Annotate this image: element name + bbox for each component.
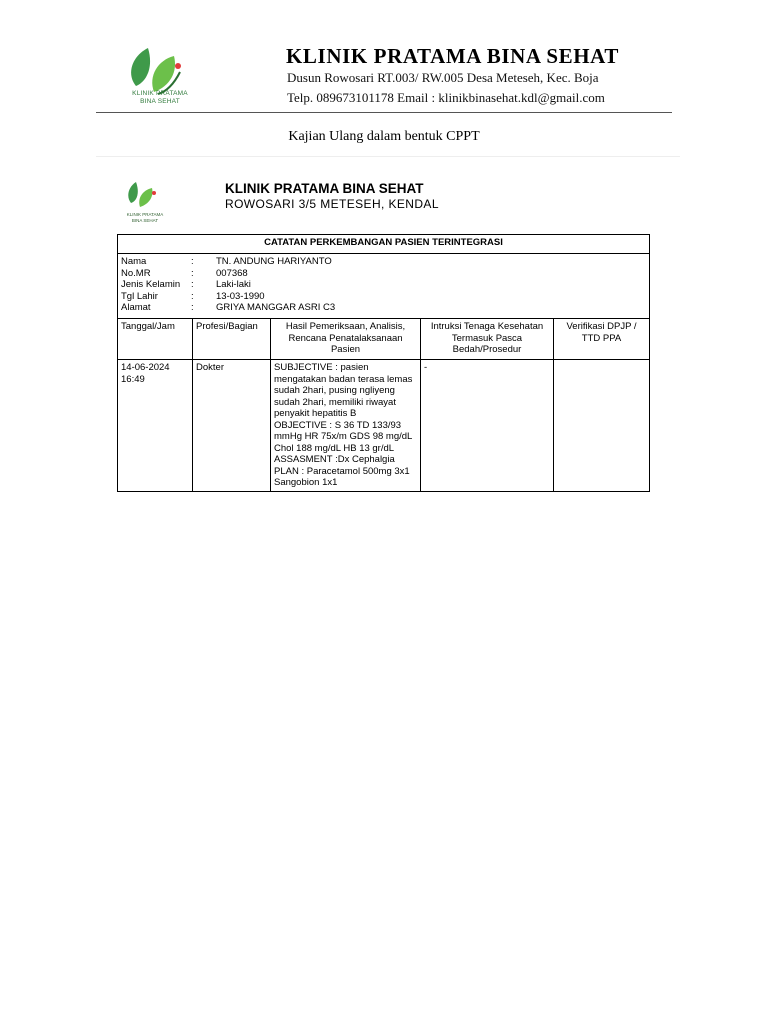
patient-value: 007368 — [216, 267, 248, 279]
letterhead-divider — [96, 112, 672, 113]
patient-row-name — [121, 256, 335, 268]
patient-value: TN. ANDUNG HARIYANTO — [216, 256, 332, 267]
patient-label: Nama — [121, 256, 147, 267]
patient-value: Laki-laki — [216, 279, 251, 290]
table-row — [118, 360, 650, 492]
patient-label: Tgl Lahir — [121, 290, 158, 302]
scan-clinic-address: ROWOSARI 3/5 METESEH, KENDAL — [225, 197, 439, 211]
clinic-contact: Telp. 089673101178 Email : klinikbinasehat.kdl@gmail.com — [287, 90, 605, 105]
patient-label: Jenis Kelamin — [121, 279, 181, 290]
scan-logo-caption: KLINIK PRATAMA BINA SEHAT — [126, 212, 164, 223]
cell-verification — [554, 360, 650, 492]
cell-soap-notes: SUBJECTIVE : pasien mengatakan badan terasa lemas sudah 2hari, pusing ngliyeng sudah 2hari, memiliki riwayat penyakit hepatitis B OBJECTIVE : S 36 TD 133/93 mmHg HR 75x/m GDS 98 mg/dL Chol 188 mg/dL HB 13 gr/dL ASSASMENT :Dx Cephalgia PLAN : Paracetamol 500mg 3x1 Sangobion 1x1 — [271, 360, 421, 492]
patient-sep: : — [191, 279, 194, 290]
patient-row-gender — [121, 279, 335, 291]
clinic-address: Dusun Rowosari RT.003/ RW.005 Desa Meteseh, Kec. Boja — [287, 70, 599, 85]
patient-row-mr — [121, 268, 335, 280]
scan-edge — [96, 156, 680, 157]
patient-sep: : — [191, 302, 194, 313]
cell-datetime: 14-06-2024 16:49 — [118, 360, 193, 492]
scan-clinic-name: KLINIK PRATAMA BINA SEHAT — [225, 181, 424, 196]
scan-leaf-logo-icon — [122, 180, 168, 214]
col-instruction: Intruksi Tenaga Kesehatan Termasuk Pasca Bedah/Prosedur — [421, 319, 554, 360]
cell-profession: Dokter — [193, 360, 271, 492]
document-title: Kajian Ulang dalam bentuk CPPT — [288, 129, 480, 144]
column-header-row — [118, 319, 650, 360]
cppt-table-title: CATATAN PERKEMBANGAN PASIEN TERINTEGRASI — [118, 235, 650, 254]
patient-value: GRIYA MANGGAR ASRI C3 — [216, 302, 336, 313]
logo-caption: KLINIK PRATAMA BINA SEHAT — [132, 90, 188, 105]
patient-info-list — [121, 256, 335, 314]
col-datetime: Tanggal/Jam — [118, 319, 193, 360]
patient-row-dob — [121, 291, 335, 303]
col-profession: Profesi/Bagian — [193, 319, 271, 360]
patient-info — [118, 254, 650, 319]
cppt-table — [117, 234, 650, 492]
patient-sep: : — [191, 256, 194, 267]
col-verification: Verifikasi DPJP / TTD PPA — [554, 319, 650, 360]
patient-sep: : — [191, 267, 194, 279]
patient-label: Alamat — [121, 302, 151, 313]
clinic-name: KLINIK PRATAMA BINA SEHAT — [286, 44, 619, 68]
patient-sep: : — [191, 290, 194, 302]
patient-label: No.MR — [121, 267, 151, 279]
col-assessment: Hasil Pemeriksaan, Analisis, Rencana Penatalaksanaan Pasien — [271, 319, 421, 360]
patient-row-address — [121, 302, 335, 314]
patient-value: 13-03-1990 — [216, 290, 265, 302]
cell-instruction: - — [421, 360, 554, 492]
